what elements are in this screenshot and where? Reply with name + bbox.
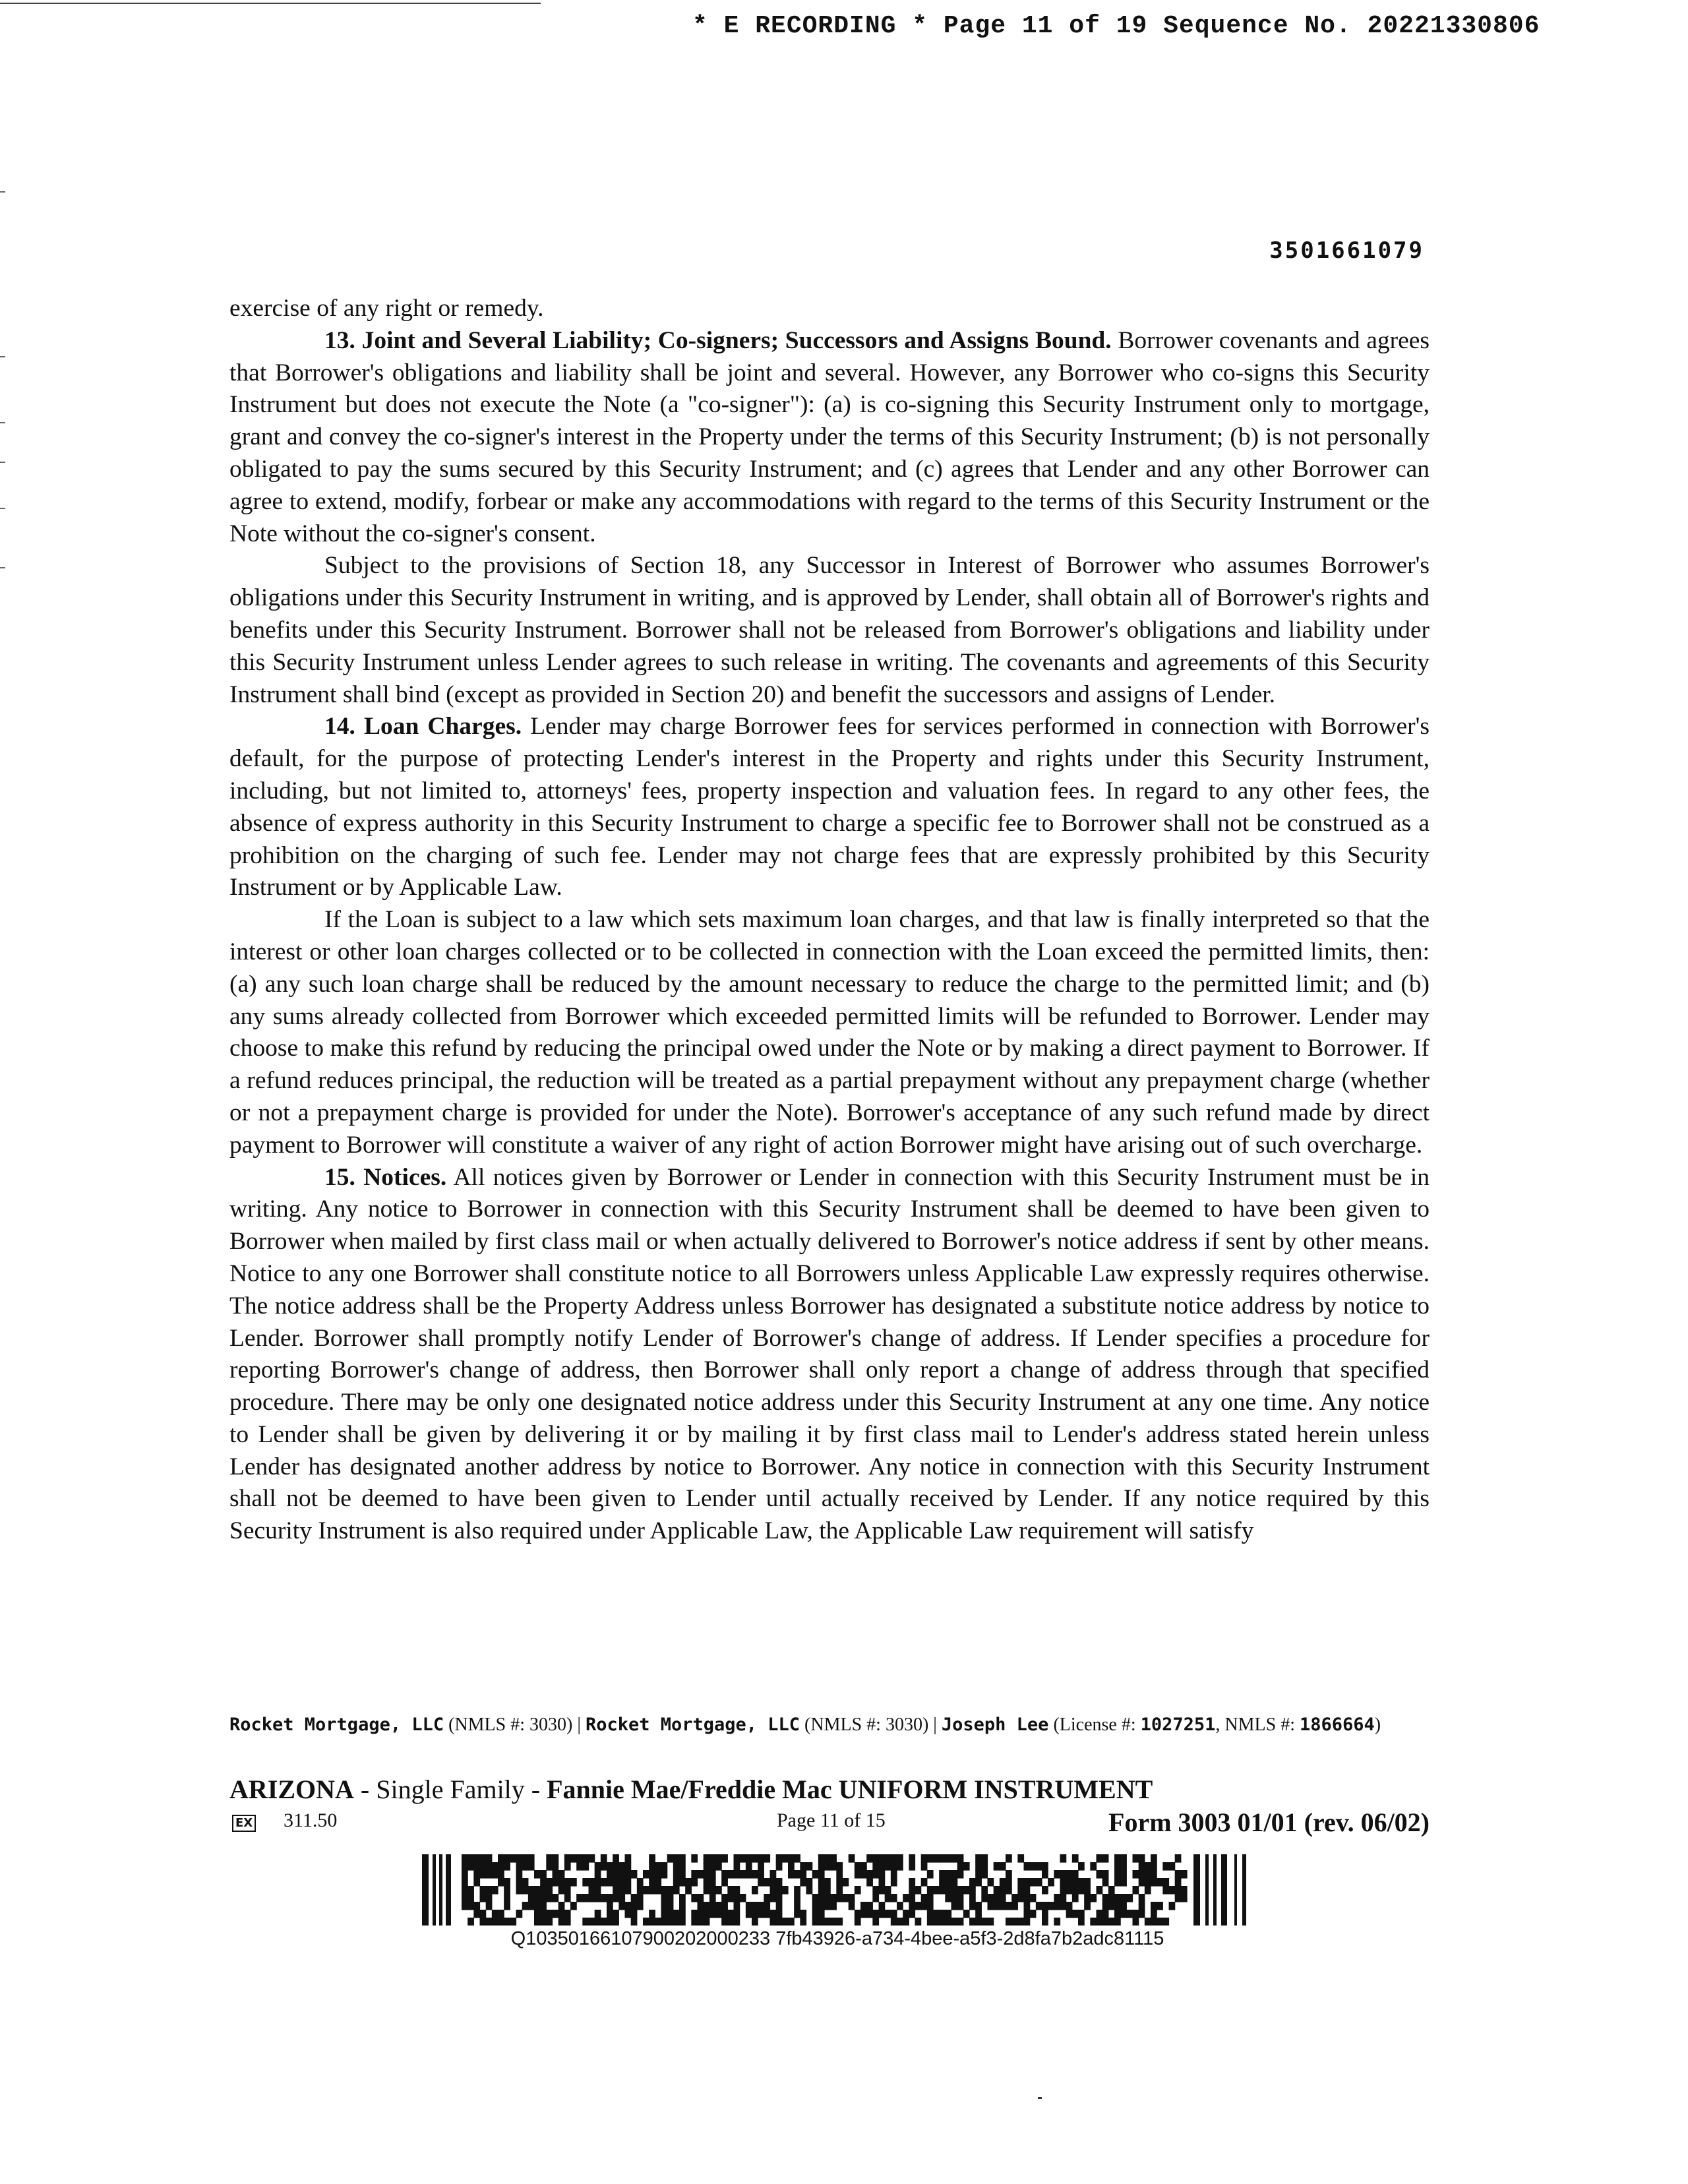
section-13-paragraph-2: Subject to the provisions of Section 18, any Successor in Interest of Borrower who assumes Borrower's obligations under this Security Instrument in writing, and is approved by Lender, shall obtain all of Borrower's rights and benefits under this Security Instrument. Borrower shall not be released from Borrower's obligations and liability under this Security Instrument unless Lender agrees to such release in writing. The covenants and agreements of this Security Instrument shall bind (except as provided in Section 20) and benefit the successors and assigns of Lender. — [229, 552, 1430, 708]
form-number: Form 3003 01/01 (rev. 06/02) — [1108, 1807, 1430, 1837]
form-code: 311.50 — [284, 1809, 338, 1831]
instrument-name: Fannie Mae/Freddie Mac UNIFORM INSTRUMENT — [547, 1774, 1153, 1804]
section-13 — [229, 325, 1430, 551]
document-body — [229, 293, 1430, 1548]
lender-nmls-1: (NMLS #: 3030) | — [444, 1714, 586, 1735]
section-15 — [229, 1162, 1430, 1548]
scan-speck — [1038, 2097, 1042, 2099]
section-15-heading: 15. Notices. — [324, 1163, 447, 1191]
form-title-line — [229, 1774, 1436, 1805]
license-label: (License #: — [1048, 1714, 1141, 1735]
section-14-paragraph-2: If the Loan is subject to a law which sets maximum loan charges, and that law is finally interpreted so that the interest or other loan charges collected or to be collected in connection with the Loan exceed the permitted limits, then: (a) any such loan charge shall be reduced by the amount necessary to reduce the charge to the permitted limit; and (b) any sums already collected from Borrower which exceeded permitted limits will be refunded to Borrower. Lender may choose to make this refund by reducing the principal owed under the Note or by making a direct payment to Borrower. If a refund reduces principal, the reduction will be treated as a partial prepayment without any prepayment charge (whether or not a prepayment charge is provided for under the Note). Borrower's acceptance of any such refund made by direct payment to Borrower will constitute a waiver of any right of action Borrower might have arising out of such overcharge. — [229, 906, 1430, 1159]
originator-name: Joseph Lee — [941, 1714, 1049, 1735]
section-14 — [229, 711, 1430, 904]
section-15-text: All notices given by Borrower or Lender in connection with this Security Instrument must be in writing. Any notice to Borrower in connection with this Security Instrument shall be deemed to have been given to Borrower when mailed by first class mail or when actually delivered to Borrower's notice address if sent by other means. Notice to any one Borrower shall constitute notice to all Borrowers unless Applicable Law expressly requires otherwise. The notice address shall be the Property Address unless Borrower has designated a substitute notice address by notice to Lender. Borrower shall promptly notify Lender of Borrower's change of address. If Lender specifies a procedure for reporting Borrower's change of address, then Borrower shall only report a change of address through that specified procedure. There may be only one designated notice address under this Security Instrument at any one time. Any notice to Lender shall be given by delivering it or by mailing it by first class mail to Lender's address stated herein unless Lender has designated another address by notice to Borrower. Any notice in connection with this Security Instrument shall not be deemed to have been given to Lender until actually received by Lender. If any notice required by this Security Instrument is also required under Applicable Law, the Applicable Law requirement will satisfy — [229, 1163, 1430, 1545]
top-rule — [0, 3, 541, 4]
lender-nmls-2: (NMLS #: 3030) | — [800, 1714, 942, 1735]
section-14-text: Lender may charge Borrower fees for services performed in connection with Borrower's default, for the purpose of protecting Lender's interest in the Property and rights under this Security Instrument, including, but not limited to, attorneys' fees, property inspection and valuation fees. In regard to any other fees, the absence of express authority in this Security Instrument to charge a specific fee to Borrower shall not be construed as a prohibition on the charging of such fee. Lender may not charge fees that are expressly prohibited by this Security Instrument or by Applicable Law. — [229, 713, 1430, 901]
property-type: - Single Family - — [353, 1774, 547, 1804]
section-14-heading: 14. Loan Charges. — [324, 713, 522, 741]
lender-name-2: Rocket Mortgage, LLC — [585, 1714, 800, 1735]
close-paren: ) — [1374, 1714, 1381, 1735]
page-number: Page 11 of 15 — [777, 1809, 886, 1831]
section-13-heading: 13. Joint and Several Liability; Co-signers; Successors and Assigns Bound. — [324, 326, 1112, 354]
lender-line — [229, 1713, 1436, 1737]
barcode-text: Q10350166107900202000233 7fb43926-a734-4bee-a5f3-2d8fa7b2adc81115 — [510, 1928, 1164, 1949]
originator-nmls: 1866664 — [1299, 1714, 1375, 1735]
license-number: 1027251 — [1140, 1714, 1216, 1735]
section-13-text: Borrower covenants and agrees that Borrower's obligations and liability shall be joint and several. However, any Borrower who co-signs this Security Instrument but does not execute the Note (a "co-signer"): (a) is co-signing this Security Instrument only to mortgage, grant and convey the co-signer's interest in the Property under the terms of this Security Instrument; (b) is not personally obligated to pay the sums secured by this Security Instrument; and (c) agrees that Lender and any other Borrower can agree to extend, modify, forbear or make any accommodations with regard to the terms of this Security Instrument or the Note without the co-signer's consent. — [229, 326, 1430, 547]
loan-number: 3501661079 — [1269, 237, 1424, 264]
nmls-label: , NMLS #: — [1215, 1714, 1300, 1735]
ex-badge: EX — [232, 1815, 256, 1832]
state-name: ARIZONA — [229, 1774, 354, 1804]
recording-stamp: * E RECORDING * Page 11 of 19 Sequence No. 20221330806 — [692, 12, 1540, 40]
form-info-line — [229, 1807, 1436, 1840]
barcode-image — [422, 1854, 1248, 1926]
lender-name-1: Rocket Mortgage, LLC — [229, 1714, 444, 1735]
paragraph-continuation: exercise of any right or remedy. — [229, 295, 544, 322]
